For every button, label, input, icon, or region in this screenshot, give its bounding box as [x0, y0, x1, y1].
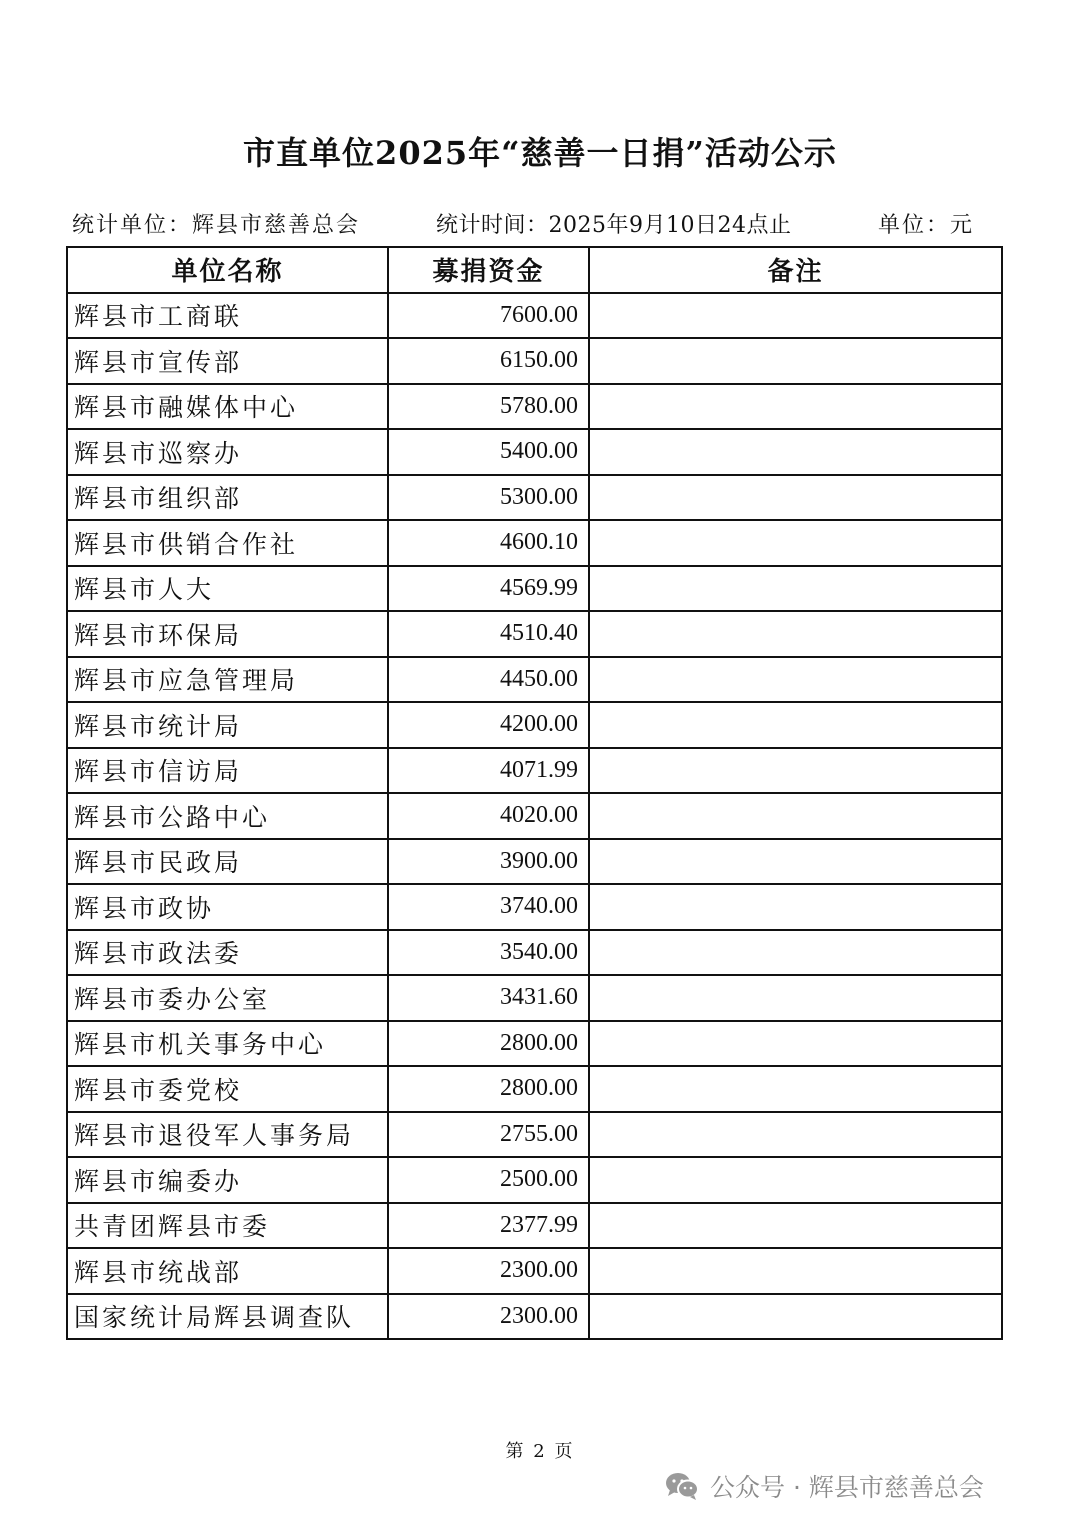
unit-name-cell: 辉县市信访局 — [67, 748, 388, 794]
donation-table — [66, 246, 1003, 1340]
amount-cell: 3740.00 — [388, 884, 589, 930]
watermark-text: 公众号 · 辉县市慈善总会 — [710, 1473, 984, 1502]
table-row — [67, 657, 1002, 703]
amount-cell: 2755.00 — [388, 1112, 589, 1158]
unit-name-cell: 辉县市环保局 — [67, 611, 388, 657]
remarks-cell — [589, 1066, 1002, 1112]
header-amount: 募捐资金 — [388, 247, 589, 293]
unit-name-cell: 辉县市工商联 — [67, 293, 388, 339]
remarks-cell — [589, 611, 1002, 657]
table-row — [67, 793, 1002, 839]
table-body — [67, 293, 1002, 1340]
remarks-cell — [589, 793, 1002, 839]
unit-name-cell: 辉县市统计局 — [67, 702, 388, 748]
table-row — [67, 338, 1002, 384]
amount-cell: 2377.99 — [388, 1203, 589, 1249]
unit-name-cell: 辉县市应急管理局 — [67, 657, 388, 703]
table-header-row — [67, 247, 1002, 293]
unit-name-cell: 国家统计局辉县调查队 — [67, 1294, 388, 1340]
amount-cell: 5400.00 — [388, 429, 589, 475]
table-row — [67, 1021, 1002, 1067]
wechat-icon — [664, 1471, 700, 1501]
remarks-cell — [589, 384, 1002, 430]
amount-cell: 3431.60 — [388, 975, 589, 1021]
report-meta — [72, 208, 1002, 244]
header-remarks: 备注 — [589, 247, 1002, 293]
unit-name-cell: 辉县市民政局 — [67, 839, 388, 885]
amount-cell: 4071.99 — [388, 748, 589, 794]
remarks-cell — [589, 1294, 1002, 1340]
remarks-cell — [589, 1112, 1002, 1158]
unit-name-cell: 辉县市供销合作社 — [67, 520, 388, 566]
table-row — [67, 1112, 1002, 1158]
table-row — [67, 566, 1002, 612]
table-row — [67, 293, 1002, 339]
amount-cell: 2500.00 — [388, 1157, 589, 1203]
amount-cell: 3540.00 — [388, 930, 589, 976]
amount-cell: 4450.00 — [388, 657, 589, 703]
amount-cell: 4020.00 — [388, 793, 589, 839]
remarks-cell — [589, 657, 1002, 703]
remarks-cell — [589, 338, 1002, 384]
unit-name-cell: 辉县市融媒体中心 — [67, 384, 388, 430]
remarks-cell — [589, 1203, 1002, 1249]
table-row — [67, 384, 1002, 430]
unit-name-cell: 辉县市退役军人事务局 — [67, 1112, 388, 1158]
table-row — [67, 475, 1002, 521]
remarks-cell — [589, 930, 1002, 976]
amount-cell: 2800.00 — [388, 1066, 589, 1112]
table-row — [67, 520, 1002, 566]
table-row — [67, 884, 1002, 930]
remarks-cell — [589, 429, 1002, 475]
page-title: 市直单位2025年“慈善一日捐”活动公示 — [243, 134, 837, 172]
amount-cell: 2800.00 — [388, 1021, 589, 1067]
table-row — [67, 839, 1002, 885]
unit-name-cell: 辉县市政法委 — [67, 930, 388, 976]
remarks-cell — [589, 520, 1002, 566]
amount-cell: 5300.00 — [388, 475, 589, 521]
table-row — [67, 975, 1002, 1021]
table-row — [67, 1157, 1002, 1203]
amount-cell: 4569.99 — [388, 566, 589, 612]
unit-name-cell: 辉县市公路中心 — [67, 793, 388, 839]
table-row — [67, 1203, 1002, 1249]
remarks-cell — [589, 293, 1002, 339]
unit-name-cell: 辉县市编委办 — [67, 1157, 388, 1203]
unit-name-cell: 辉县市政协 — [67, 884, 388, 930]
unit-name-cell: 辉县市宣传部 — [67, 338, 388, 384]
header-unit-name: 单位名称 — [67, 247, 388, 293]
table-row — [67, 429, 1002, 475]
amount-cell: 4600.10 — [388, 520, 589, 566]
page-number: 第 2 页 — [505, 1441, 575, 1462]
remarks-cell — [589, 475, 1002, 521]
statistics-org: 统计单位：辉县市慈善总会 — [72, 213, 361, 238]
remarks-cell — [589, 566, 1002, 612]
amount-cell: 4200.00 — [388, 702, 589, 748]
unit-name-cell: 辉县市机关事务中心 — [67, 1021, 388, 1067]
unit-name-cell: 辉县市统战部 — [67, 1248, 388, 1294]
wechat-watermark — [664, 1466, 984, 1506]
remarks-cell — [589, 1157, 1002, 1203]
unit-name-cell: 辉县市委党校 — [67, 1066, 388, 1112]
amount-cell: 2300.00 — [388, 1248, 589, 1294]
amount-cell: 4510.40 — [388, 611, 589, 657]
statistics-time: 统计时间：2025年9月10日24点止 — [436, 213, 792, 238]
table-row — [67, 611, 1002, 657]
amount-cell: 6150.00 — [388, 338, 589, 384]
remarks-cell — [589, 748, 1002, 794]
remarks-cell — [589, 1248, 1002, 1294]
amount-cell: 7600.00 — [388, 293, 589, 339]
table-row — [67, 1294, 1002, 1340]
remarks-cell — [589, 702, 1002, 748]
currency-unit: 单位：元 — [877, 213, 974, 238]
table-row — [67, 748, 1002, 794]
table-row — [67, 1066, 1002, 1112]
unit-name-cell: 共青团辉县市委 — [67, 1203, 388, 1249]
unit-name-cell: 辉县市巡察办 — [67, 429, 388, 475]
remarks-cell — [589, 839, 1002, 885]
unit-name-cell: 辉县市委办公室 — [67, 975, 388, 1021]
remarks-cell — [589, 1021, 1002, 1067]
table-row — [67, 930, 1002, 976]
amount-cell: 3900.00 — [388, 839, 589, 885]
remarks-cell — [589, 975, 1002, 1021]
amount-cell: 2300.00 — [388, 1294, 589, 1340]
remarks-cell — [589, 884, 1002, 930]
unit-name-cell: 辉县市人大 — [67, 566, 388, 612]
amount-cell: 5780.00 — [388, 384, 589, 430]
unit-name-cell: 辉县市组织部 — [67, 475, 388, 521]
table-row — [67, 702, 1002, 748]
table-row — [67, 1248, 1002, 1294]
